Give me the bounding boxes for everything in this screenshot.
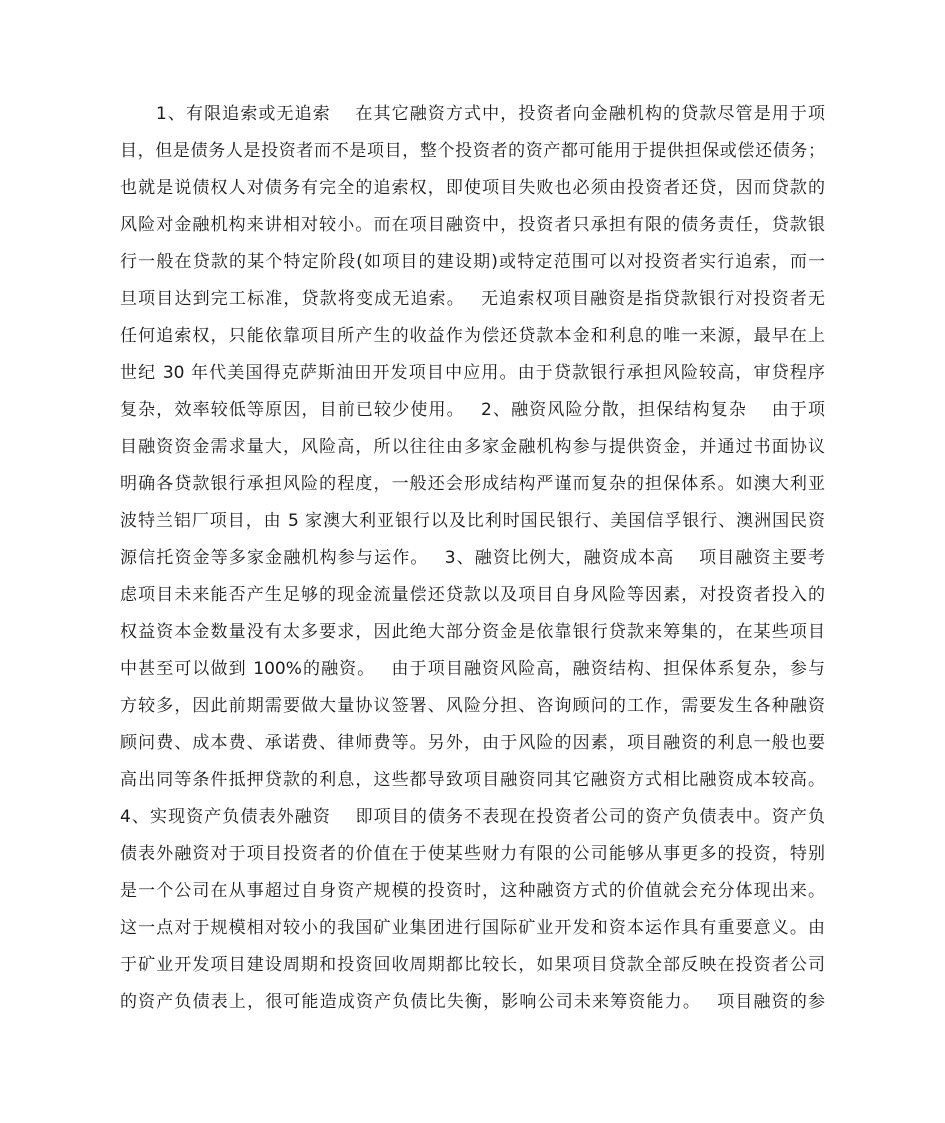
- text-line: 任何追索权，只能依靠项目所产生的收益作为偿还贷款本金和利息的唯一来源，最早在上: [120, 326, 825, 346]
- text-line: 于矿业开发项目建设周期和投资回收周期都比较长，如果项目贷款全部反映在投资者公司: [120, 955, 825, 975]
- text-line: 复杂，效率较低等原因，目前已较少使用。 2、融资风险分散，担保结构复杂 由于项: [120, 400, 825, 420]
- text-line: 顾问费、成本费、承诺费、律师费等。另外，由于风险的因素，项目融资的利息一般也要: [120, 733, 825, 753]
- text-line: 中甚至可以做到 100%的融资。 由于项目融资风险高，融资结构、担保体系复杂，参与: [120, 659, 825, 679]
- text-line: 4、实现资产负债表外融资 即项目的债务不表现在投资者公司的资产负债表中。资产负: [120, 807, 825, 827]
- text-line: 风险对金融机构来讲相对较小。而在项目融资中，投资者只承担有限的债务责任，贷款银: [120, 215, 825, 235]
- text-line: 目融资资金需求量大，风险高，所以往往由多家金融机构参与提供资金，并通过书面协议: [120, 437, 825, 457]
- text-line: 明确各贷款银行承担风险的程度，一般还会形成结构严谨而复杂的担保体系。如澳大利亚: [120, 474, 825, 494]
- text-line: 权益资本金数量没有太多要求，因此绝大部分资金是依靠银行贷款来筹集的，在某些项目: [120, 622, 825, 642]
- text-line: 的资产负债表上，很可能造成资产负债比失衡，影响公司未来筹资能力。 项目融资的参: [120, 992, 825, 1012]
- text-line: 高出同等条件抵押贷款的利息，这些都导致项目融资同其它融资方式相比融资成本较高。: [120, 770, 825, 790]
- text-line: 这一点对于规模相对较小的我国矿业集团进行国际矿业开发和资本运作具有重要意义。由: [120, 918, 825, 938]
- text-line: 债表外融资对于项目投资者的价值在于使某些财力有限的公司能够从事更多的投资，特别: [120, 844, 825, 864]
- text-line: 是一个公司在从事超过自身资产规模的投资时，这种融资方式的价值就会充分体现出来。: [120, 881, 825, 901]
- text-line: 1、有限追索或无追索 在其它融资方式中，投资者向金融机构的贷款尽管是用于项: [156, 104, 825, 124]
- text-line: 行一般在贷款的某个特定阶段(如项目的建设期)或特定范围可以对投资者实行追索，而一: [120, 252, 825, 272]
- text-line: 世纪 30 年代美国得克萨斯油田开发项目中应用。由于贷款银行承担风险较高，审贷程序: [120, 363, 825, 383]
- text-line: 也就是说债权人对债务有完全的追索权，即使项目失败也必须由投资者还贷，因而贷款的: [120, 178, 825, 198]
- text-line: 虑项目未来能否产生足够的现金流量偿还贷款以及项目自身风险等因素，对投资者投入的: [120, 585, 825, 605]
- text-line: 波特兰铝厂项目，由 5 家澳大利亚银行以及比利时国民银行、美国信孚银行、澳洲国民资: [120, 511, 825, 531]
- text-line: 方较多，因此前期需要做大量协议签署、风险分担、咨询顾问的工作，需要发生各种融资: [120, 696, 825, 716]
- text-line: 目，但是债务人是投资者而不是项目，整个投资者的资产都可能用于提供担保或偿还债务；: [120, 141, 825, 161]
- text-line: 源信托资金等多家金融机构参与运作。 3、融资比例大，融资成本高 项目融资主要考: [120, 548, 825, 568]
- body-text: [120, 96, 825, 1021]
- text-line: 旦项目达到完工标准，贷款将变成无追索。 无追索权项目融资是指贷款银行对投资者无: [120, 289, 825, 309]
